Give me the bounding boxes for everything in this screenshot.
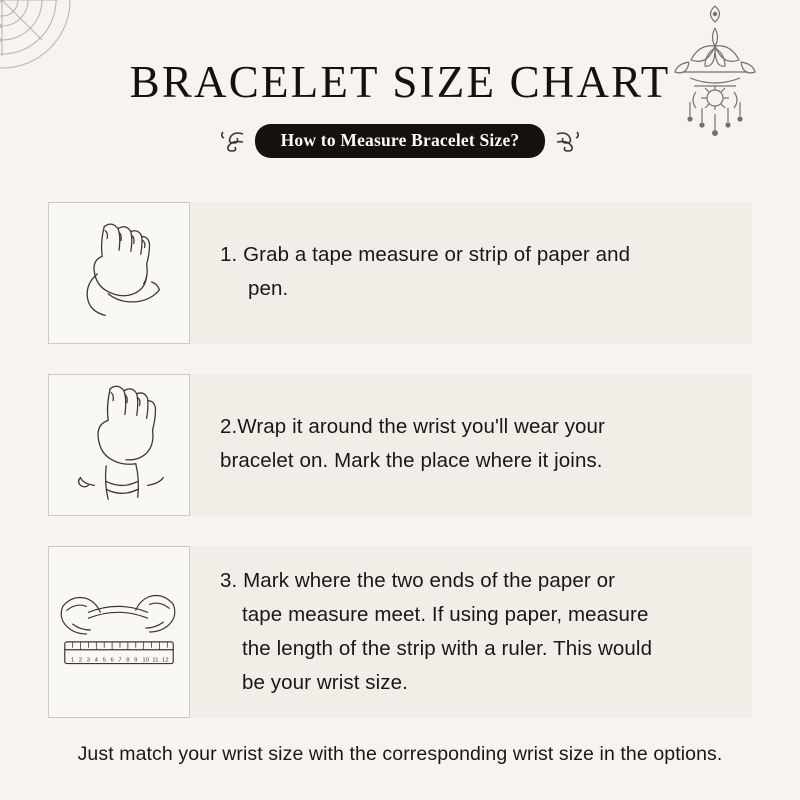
- hand-wrapping-wrist-illustration: [48, 374, 190, 516]
- svg-text:5: 5: [102, 657, 106, 664]
- svg-text:9: 9: [134, 657, 138, 664]
- list-item: [48, 202, 752, 344]
- svg-text:10: 10: [142, 657, 149, 664]
- svg-text:1: 1: [71, 657, 75, 664]
- step-2-line-2: bracelet on. Mark the place where it joins.: [220, 449, 603, 472]
- footer-note: Just match your wrist size with the corresponding wrist size in the options.: [77, 743, 723, 765]
- svg-text:4: 4: [94, 657, 98, 664]
- hand-with-tape-illustration: [48, 202, 190, 344]
- step-3-line-2: tape measure meet. If using paper, measure: [242, 603, 649, 626]
- list-item: [48, 546, 752, 718]
- step-2-text: [190, 374, 752, 514]
- step-1-line-1: 1. Grab a tape measure or strip of paper and: [220, 243, 631, 266]
- step-3-line-1: 3. Mark where the two ends of the paper or: [220, 569, 616, 592]
- step-1-text: [190, 202, 752, 342]
- svg-text:12: 12: [162, 657, 169, 664]
- svg-text:7: 7: [118, 657, 122, 664]
- page-title: BRACELET SIZE CHART: [129, 57, 671, 107]
- subtitle-row: [0, 124, 800, 158]
- flourish-ornament-right: [555, 130, 581, 152]
- step-2-line-1: 2.Wrap it around the wrist you'll wear your: [220, 415, 605, 438]
- step-3-text: [190, 546, 752, 718]
- steps-list: [0, 202, 800, 748]
- svg-text:3: 3: [86, 657, 91, 664]
- flourish-ornament-left: [219, 130, 245, 152]
- svg-text:2: 2: [78, 657, 83, 664]
- svg-text:6: 6: [110, 657, 114, 664]
- step-3-line-4: be your wrist size.: [242, 671, 408, 694]
- svg-text:11: 11: [152, 657, 159, 664]
- step-1-line-2: pen.: [248, 277, 289, 300]
- subtitle-pill: How to Measure Bracelet Size?: [255, 124, 546, 158]
- svg-text:8: 8: [126, 657, 130, 664]
- hands-measuring-with-ruler-illustration: [48, 546, 190, 718]
- list-item: [48, 374, 752, 516]
- step-3-line-3: the length of the strip with a ruler. This would: [242, 637, 653, 660]
